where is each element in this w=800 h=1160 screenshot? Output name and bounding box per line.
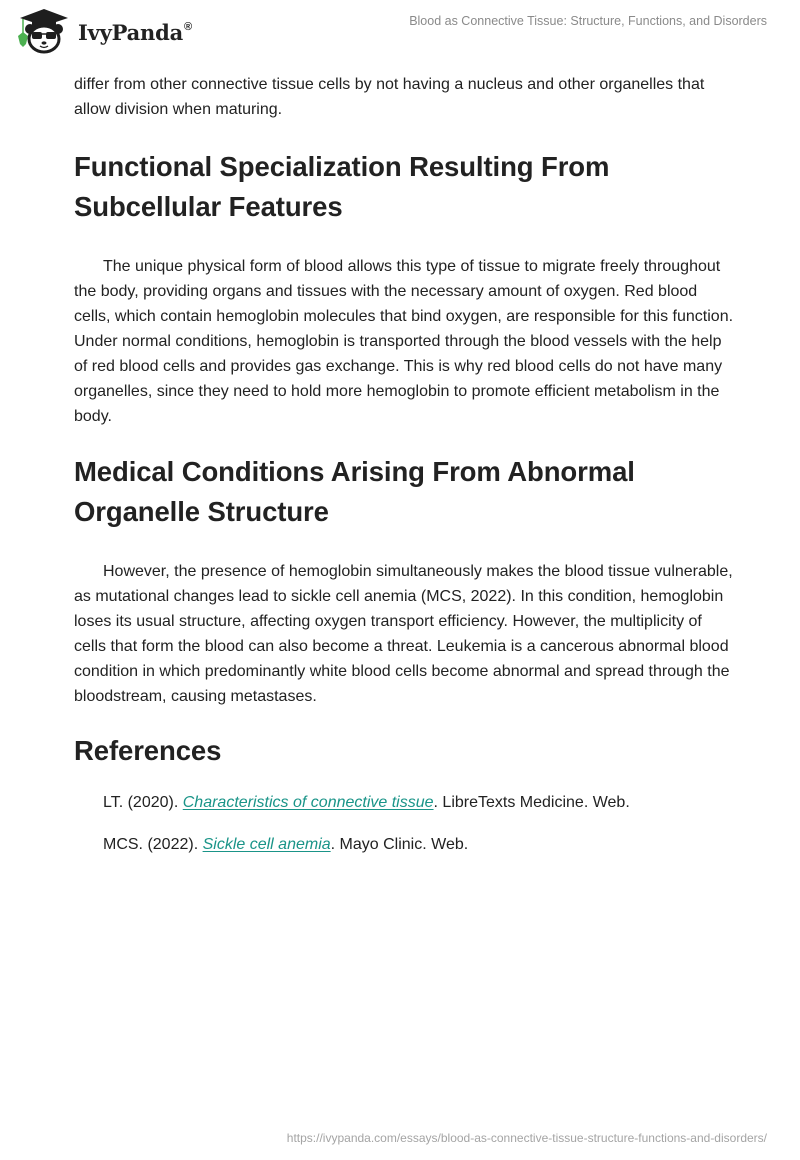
footer-url[interactable]: https://ivypanda.com/essays/blood-as-connective-tissue-structure-functions-and-disorders/: [286, 1131, 767, 1145]
ivypanda-logo[interactable]: [14, 6, 192, 54]
brand-name: IvyPanda®: [78, 19, 192, 45]
section-heading-functional-specialization: Functional Specialization Resulting From Subcellular Features: [74, 151, 610, 222]
reference-suffix: . LibreTexts Medicine. Web.: [433, 794, 630, 811]
page-header: [0, 0, 800, 56]
reference-link-connective-tissue[interactable]: Characteristics of connective tissue: [182, 794, 434, 811]
reference-item: [74, 832, 734, 857]
reference-suffix: . Mayo Clinic. Web.: [330, 836, 469, 853]
reference-link-sickle-cell[interactable]: Sickle cell anemia: [202, 836, 331, 853]
section-heading-medical-conditions: Medical Conditions Arising From Abnormal Organelle Structure: [74, 456, 635, 527]
reference-prefix: LT. (2020).: [103, 794, 183, 811]
registered-mark: ®: [184, 20, 192, 33]
section-paragraph-medical-conditions: However, the presence of hemoglobin simultaneously makes the blood tissue vulnerable, as mutational changes lead to sickle cell anemia (MCS, 2022). In this condition, hemoglobin loses its usual structure, affecting oxygen transport efficiency. However, the multiplicity of cells that form the blood can also become a threat. Leukemia is a cancerous abnormal blood condition in which predominantly white blood cells become abnormal and spread through the bloodstream, causing metastases.: [74, 563, 733, 705]
intro-paragraph: differ from other connective tissue cells by not having a nucleus and other organelles that allow division when maturing.: [74, 76, 705, 118]
panda-graduate-icon: [14, 6, 72, 54]
essay-content: [74, 72, 734, 857]
document-title: Blood as Connective Tissue: Structure, Functions, and Disorders: [409, 14, 767, 28]
reference-item: [74, 790, 734, 815]
reference-prefix: MCS. (2022).: [103, 836, 203, 853]
references-heading: References: [74, 735, 222, 766]
section-paragraph-functional-specialization: The unique physical form of blood allows this type of tissue to migrate freely throughout the body, providing organs and tissues with the necessary amount of oxygen. Red blood cells, which contain hemoglobin molecules that bind oxygen, are responsible for this function. Under normal conditions, hemoglobin is transported through the blood vessels with the help of red blood cells and provides gas exchange. This is why red blood cells do not have many organelles, since they need to hold more hemoglobin to promote efficient metabolism in the body.: [74, 258, 734, 425]
